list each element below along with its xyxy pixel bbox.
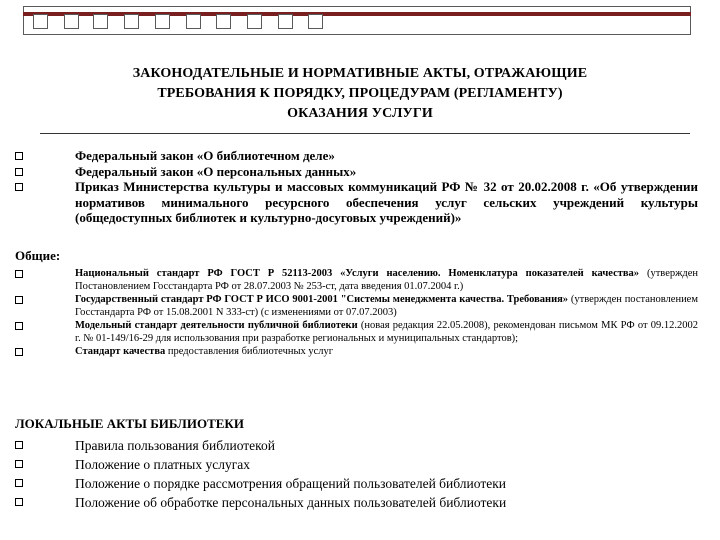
federal-act-text: Федеральный закон «О персональных данных» [75,163,357,179]
header-square [216,14,231,29]
header-square [155,14,170,29]
list-item [15,474,698,493]
list-item [15,179,698,226]
header-square [93,14,108,29]
title-divider [40,133,690,134]
standard-details: предоставления библиотечных услуг [165,346,334,357]
square-bullet-icon [15,296,23,304]
list-item [15,268,698,293]
square-bullet-icon [15,441,23,449]
general-section-label: Общие: [15,248,61,263]
decorative-header-bar [0,0,720,40]
header-square [247,14,262,29]
local-act-text: Положение о порядке рассмотрения обращений пользователей библиотеки [75,476,507,491]
standard-details: (утвержден Постановлением Госстандарта РФ от 28.07.2003 № 253-ст, дата введения 01.07.2004 г.) [75,268,698,292]
square-bullet-icon [15,348,23,356]
local-act-text: Положение о платных услугах [75,457,250,472]
title-line: ТРЕБОВАНИЯ К ПОРЯДКУ, ПРОЦЕДУРАМ (РЕГЛАМЕНТУ) [157,86,563,101]
local-act-text: Правила пользования библиотекой [75,438,276,453]
local-acts-list [15,436,698,512]
standard-title: Стандарт качества [75,346,166,357]
title-line: ОКАЗАНИЯ УСЛУГИ [287,106,433,121]
square-bullet-icon [15,152,23,160]
federal-acts-list [15,148,698,226]
header-square [308,14,323,29]
standard-title: Национальный стандарт РФ ГОСТ Р 52113-2003 «Услуги населению. Номенклатура показателей качества» [75,268,640,279]
list-item [15,320,698,345]
header-square [33,14,48,29]
header-square [64,14,79,29]
square-bullet-icon [15,183,23,191]
header-square [186,14,201,29]
standard-details: (новая редакция 22.05.2008), рекомендован письмом МК РФ от 09.12.2002 г. № 01-149/16-29 для использования при разработке региональных и муниципальных стандартов); [75,320,699,344]
header-square [278,14,293,29]
square-bullet-icon [15,322,23,330]
list-item [15,493,698,512]
title-line: ЗАКОНОДАТЕЛЬНЫЕ И НОРМАТИВНЫЕ АКТЫ, ОТРАЖАЮЩИЕ [132,66,588,81]
square-bullet-icon [15,479,23,487]
list-item [15,455,698,474]
square-bullet-icon [15,270,23,278]
list-item [15,346,698,359]
header-square [124,14,139,29]
federal-act-text: Приказ Министерства культуры и массовых коммуникаций РФ № 32 от 20.02.2008 г. «Об утверждении нормативов минимального ресурсного обеспечения услуг сельских учреждений культуры (общедоступных библиотек и культурно-досуговых учреждений)» [75,179,698,225]
general-standards-list [15,268,698,360]
list-item [15,294,698,319]
standard-title: Государственный стандарт РФ ГОСТ Р ИСО 9001-2001 "Системы менеджмента качества. Требования» [75,294,569,305]
federal-act-text: Федеральный закон «О библиотечном деле» [75,148,335,163]
list-item [15,148,698,164]
local-act-text: Положение об обработке персональных данных пользователей библиотеки [75,495,507,510]
local-acts-label: ЛОКАЛЬНЫЕ АКТЫ БИБЛИОТЕКИ [15,416,244,431]
square-bullet-icon [15,168,23,176]
list-item [15,436,698,455]
standard-details: (утвержден постановлением Госстандарта РФ от 15.08.2001 N 333-ст) (с изменениями от 07.07.2003) [75,294,698,318]
square-bullet-icon [15,460,23,468]
standard-title: Модельный стандарт деятельности публичной библиотеки [75,320,358,331]
square-bullet-icon [15,498,23,506]
list-item [15,164,698,180]
page-title [40,64,680,124]
